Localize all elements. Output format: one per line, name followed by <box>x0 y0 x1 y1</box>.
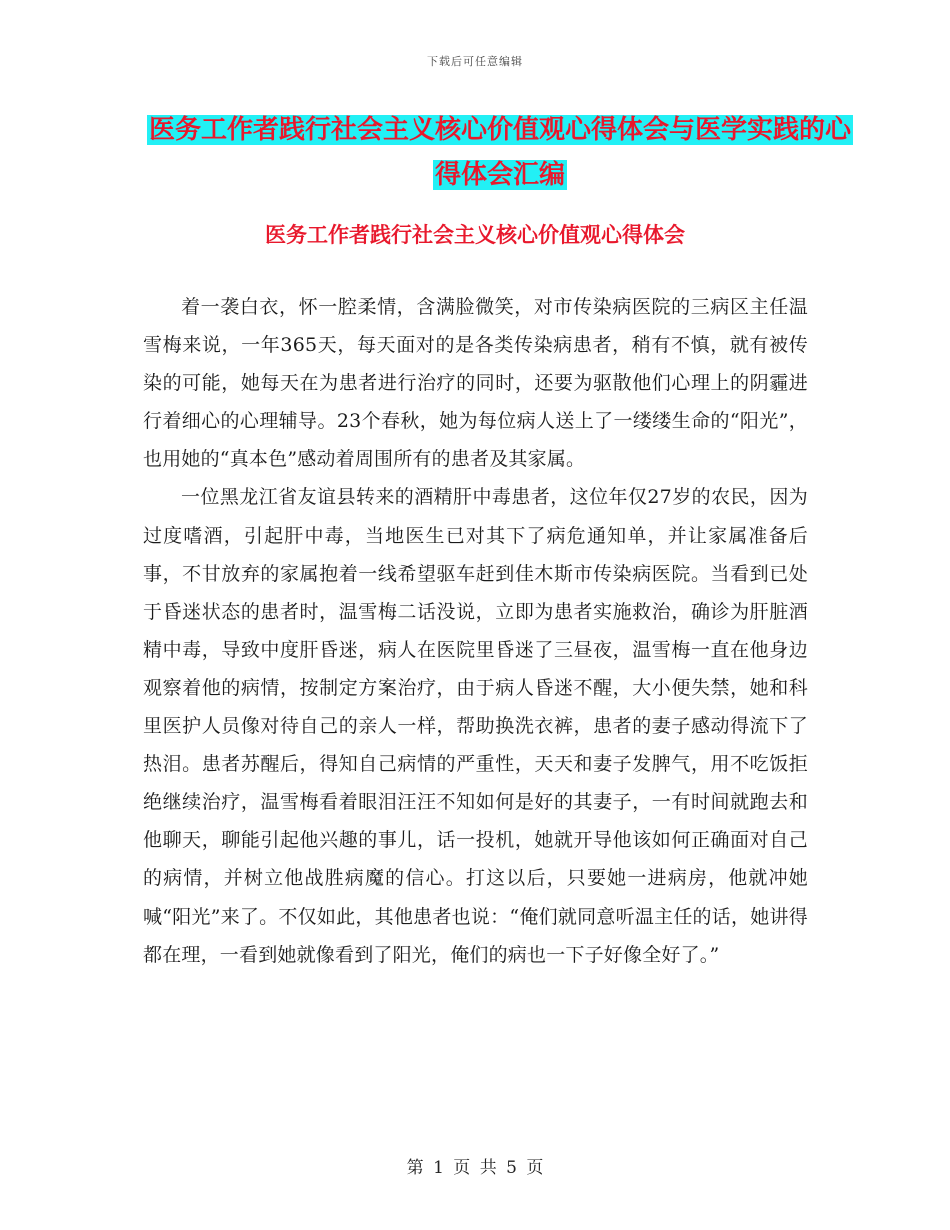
paragraph: 着一袭白衣，怀一腔柔情，含满脸微笑，对市传染病医院的三病区主任温雪梅来说，一年365天，每天面对的是各类传染病患者，稍有不慎，就有被传染的可能，她每天在为患者进行治疗的同时，还要为驱散他们心理上的阴霾进行着细心的心理辅导。23个春秋，她为每位病人送上了一缕缕生命的“阳光”，也用她的“真本色”感动着周围所有的患者及其家属。 <box>143 296 808 471</box>
main-title-text: 医务工作者践行社会主义核心价值观心得体会与医学实践的心得体会汇编 <box>148 115 851 190</box>
body-text <box>143 288 808 974</box>
page-number: 第 1 页 共 5 页 <box>406 1158 544 1178</box>
main-title <box>140 108 860 198</box>
header-note: 下载后可任意编辑 <box>427 55 523 68</box>
paragraph: 一位黑龙江省友谊县转来的酒精肝中毒患者，这位年仅27岁的农民，因为过度嗜酒，引起肝中毒，当地医生已对其下了病危通知单，并让家属准备后事，不甘放弃的家属抱着一线希望驱车赶到佳木斯市传染病医院。当看到已处于昏迷状态的患者时，温雪梅二话没说，立即为患者实施救治，确诊为肝脏酒精中毒，导致中度肝昏迷，病人在医院里昏迷了三昼夜，温雪梅一直在他身边观察着他的病情，按制定方案治疗，由于病人昏迷不醒，大小便失禁，她和科里医护人员像对待自己的亲人一样，帮助换洗衣裤，患者的妻子感动得流下了热泪。患者苏醒后，得知自己病情的严重性，天天和妻子发脾气，用不吃饭拒绝继续治疗，温雪梅看着眼泪汪汪不知如何是好的其妻子，一有时间就跑去和他聊天，聊能引起他兴趣的事儿，话一投机，她就开导他该如何正确面对自己的病情，并树立他战胜病魔的信心。打这以后，只要她一进病房，他就冲她喊“阳光”来了。不仅如此，其他患者也说：“俺们就同意听温主任的话，她讲得都在理，一看到她就像看到了阳光，俺们的病也一下子好像全好了。” <box>143 486 808 966</box>
section-title: 医务工作者践行社会主义核心价值观心得体会 <box>265 222 685 247</box>
